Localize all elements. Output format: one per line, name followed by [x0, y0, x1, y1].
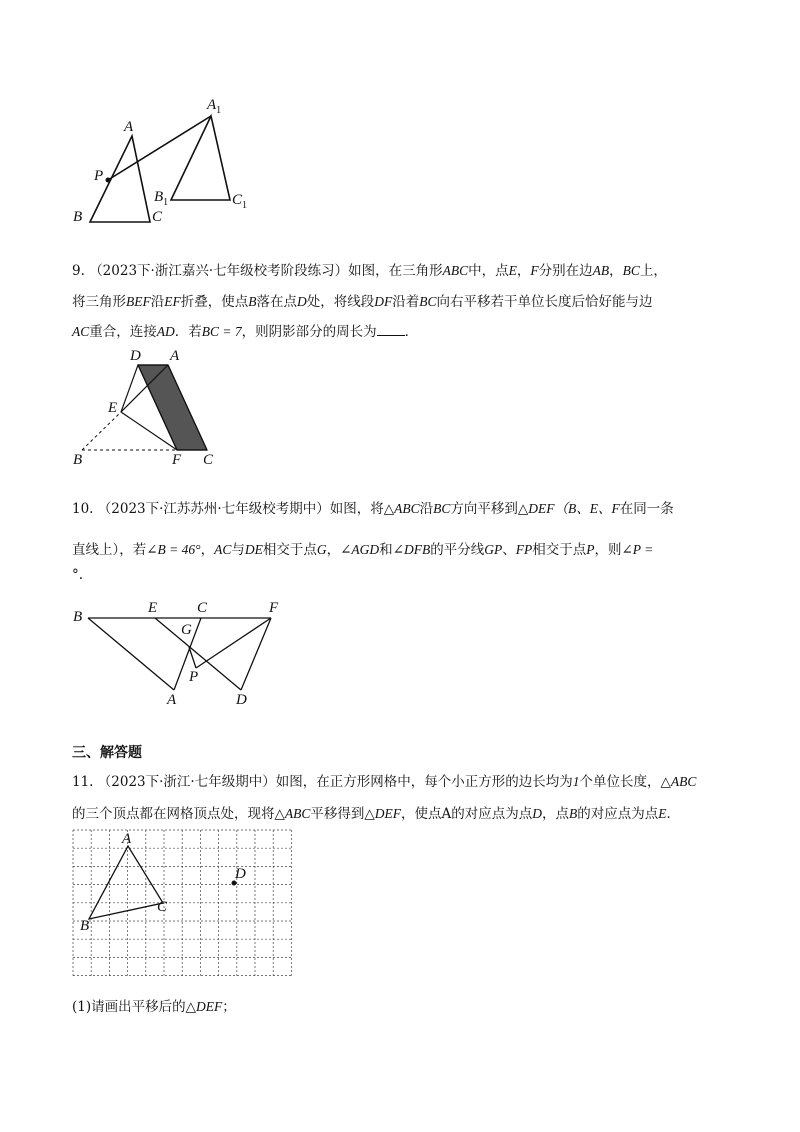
q9-label-c: C [203, 452, 214, 468]
q10-number: 10. [72, 501, 94, 517]
triangle-abc-grid [89, 846, 163, 919]
q10-label-e: E [148, 600, 158, 616]
q9-line2: 将三角形BEF沿EF折叠，使点B落在点D处，将线段DF沿着BC向右平移若干单位长度后恰好能与边 [72, 294, 653, 310]
q10-label-f: F [269, 600, 279, 616]
q10-source: （2023下·江苏苏州·七年级校考期中） [97, 501, 330, 517]
label-c: C [152, 209, 163, 225]
q10-label-g: G [181, 622, 192, 638]
q9-source: （2023下·浙江嘉兴·七年级校考阶段练习） [89, 263, 349, 279]
q10-label-c: C [197, 600, 208, 616]
dashed-be [82, 412, 121, 450]
q9-number: 9. [72, 263, 85, 279]
q9-label-e: E [108, 400, 118, 416]
triangle-a1b1c1 [171, 116, 230, 200]
q9-label-b: B [73, 452, 83, 468]
q9-label-d: D [130, 348, 141, 364]
label-p: P [94, 168, 104, 184]
q10-label-p: P [189, 669, 199, 685]
figure-q11-grid [0, 825, 800, 985]
label-a1: $A_1$ [207, 97, 222, 116]
q11-label-b: B [80, 918, 90, 934]
section-heading: 三、解答题 [72, 745, 142, 761]
q10-line1: 10. （2023下·江苏苏州·七年级校考期中）如图，将△ABC沿BC方向平移到△DEF（B、E、F在同一条 [72, 501, 674, 517]
q10-label-a: A [167, 692, 177, 708]
segment-pf [196, 618, 271, 668]
q11-label-d: D [235, 866, 246, 882]
figure-q8 [0, 0, 800, 240]
q11-line2: 的三个顶点都在网格顶点处，现将△ABC平移得到△DEF，使点A的对应点为点D，点B的对应点为点E． [72, 806, 681, 822]
figure-q10 [0, 600, 800, 710]
label-c1: $C_1$ [232, 192, 248, 211]
q11-sub1: (1)请画出平移后的△DEF； [72, 999, 236, 1015]
q11-label-a: A [122, 831, 132, 847]
q10-line2: 直线上），若∠B = 46°，AC与DE相交于点G，∠AGD和∠DFB的平分线GP、FP相交于点P，则∠P = [72, 542, 654, 558]
segment-ba [88, 618, 174, 690]
q10-line3: °. [72, 567, 84, 583]
q9-line1: 9. （2023下·浙江嘉兴·七年级校考阶段练习）如图，在三角形ABC中，点E，F分别在边AB，BC上， [72, 263, 667, 279]
q9-line3: AC重合，连接AD．若BC = 7，则阴影部分的周长为 ． [72, 324, 419, 340]
segment-df [241, 618, 271, 690]
q10-label-b: B [73, 609, 83, 625]
q11-source: （2023下·浙江·七年级期中） [97, 774, 276, 790]
q9-label-a: A [170, 348, 180, 364]
q11-label-c: C [157, 899, 168, 915]
answer-blank [377, 323, 405, 336]
figure-q9 [0, 350, 800, 470]
q9-label-f: F [172, 452, 182, 468]
label-b: B [73, 209, 83, 225]
shaded-parallelogram [138, 365, 207, 450]
label-b1: $B_1$ [154, 189, 169, 208]
q10-label-d: D [236, 692, 247, 708]
q11-number: 11. [72, 774, 94, 790]
point-p [106, 178, 111, 183]
label-a: A [124, 119, 134, 135]
segment-de [121, 365, 138, 412]
q11-line1: 11. （2023下·浙江·七年级期中）如图，在正方形网格中，每个小正方形的边长均为1个单位长度，△ABC [72, 774, 697, 790]
